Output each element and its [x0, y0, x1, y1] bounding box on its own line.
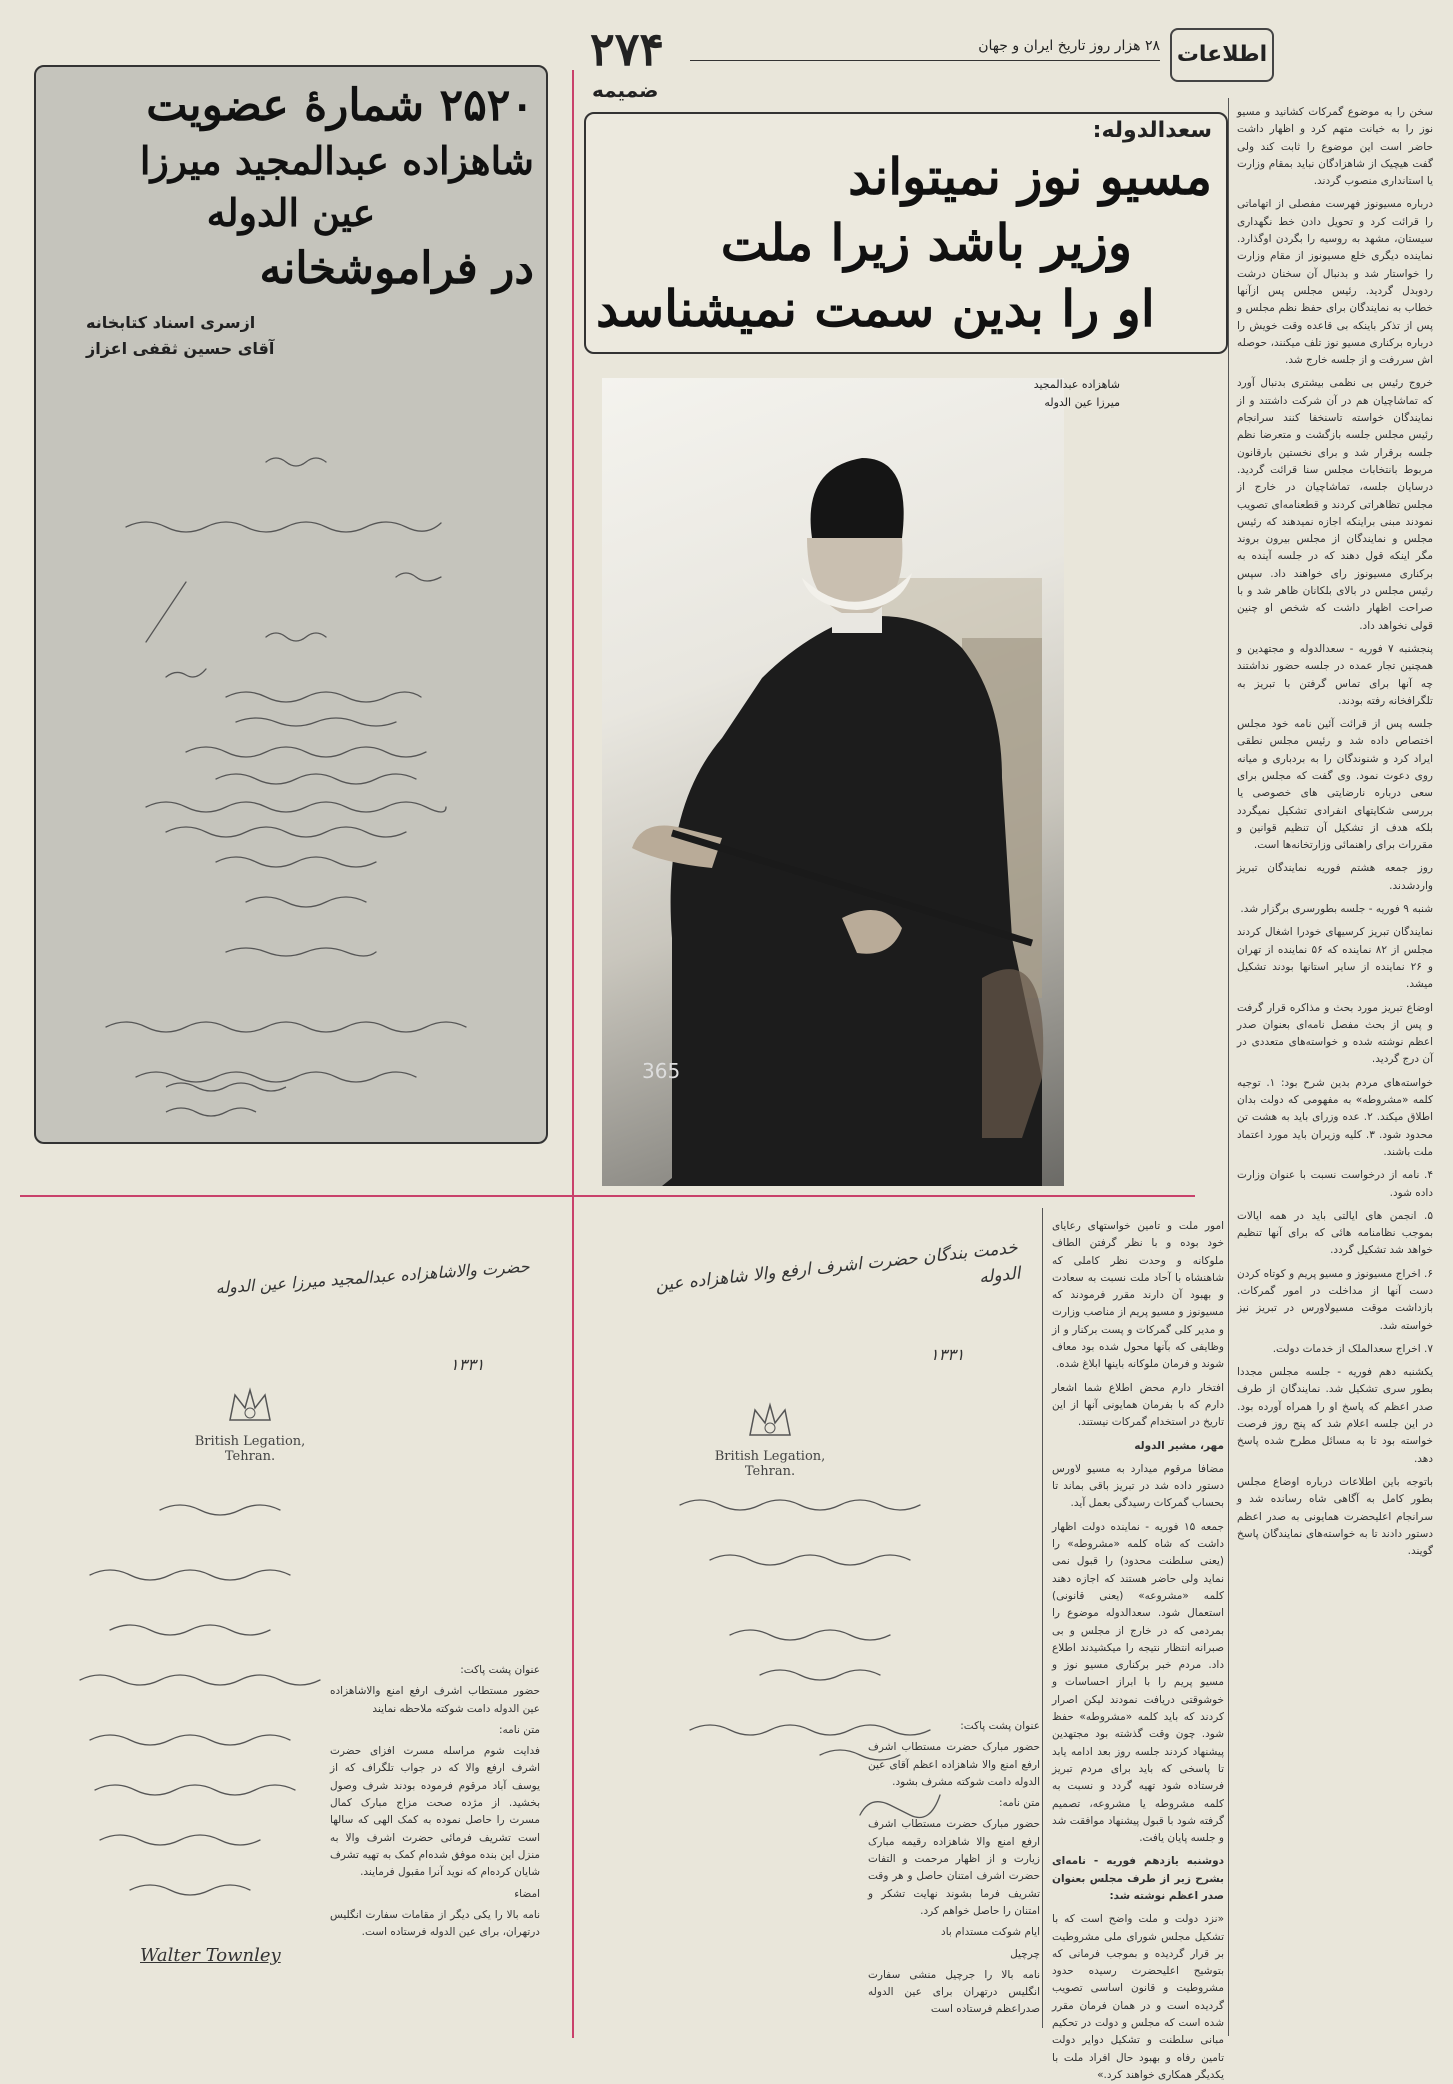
- headline-kicker: سعدالدوله:: [1092, 118, 1212, 143]
- newspaper-logo: اطلاعات: [1170, 28, 1274, 82]
- crown-icon: [740, 1395, 800, 1445]
- crown-icon: [220, 1380, 280, 1430]
- series-title: ۲۸ هزار روز تاریخ ایران و جهان: [978, 38, 1160, 54]
- page-number: ۲۷۴: [590, 22, 665, 76]
- horizontal-rule-left: [20, 1195, 1195, 1197]
- left-title: ۲۵۲۰ شمارهٔ عضویت شاهزاده عبدالمجید میرزا عین الدوله در فراموشخانه: [139, 80, 534, 294]
- handwritten-certificate: [66, 377, 516, 1127]
- portrait-photo: [602, 378, 1064, 1186]
- masthead: [570, 20, 1430, 100]
- letter-left-date: ۱۳۳۱: [450, 1355, 485, 1374]
- bottom-mid-text: عنوان پشت پاکت: حضور مبارک حضرت مستطاب اشرف ارفع امنع والا شاهزاده اعظم آقای عین الدوله دامت شوکته مشرف بشود. متن نامه: حضور مبارک حضرت مستطاب اشرف ارفع امنع والا شاهزاده رقیمه مبارک زیارت و از اظهار مرحمت و التفات حضرت اشرف امتنان حاصل و هر وقت تشریف فرما بشوند نهایت تشکر و امتنان را حاصل خواهم کرد. ایام شوکت مستدام باد چرچیل نامه بالا را جرچیل منشی سفارت انگلیس درتهران برای عین الدوله صدراعظم فرستاده است: [868, 1720, 1040, 2016]
- vertical-rule: [572, 70, 574, 2038]
- legation-crest-left: British Legation, Tehran.: [180, 1380, 320, 1464]
- bottom-left-text: عنوان پشت پاکت: حضور مستطاب اشرف ارفع امنع والاشاهزاده عین الدوله دامت شوکته ملاحظه نمایند متن نامه: فدایت شوم مراسله مسرت افزای حضرت اشرف ارفع والا که در جواب تلگراف که از یوسف آباد مرقوم فرموده بودند شرف وصول بخشید. از مژده صحت مزاج مبارک کمال مسرت را حاصل نموده به کمک الهی که سالها است تشریف فرمائی حضرت اشرف والا به منزل این بنده موفق شده‌ام کمک به تهیه تشرف شایان کرده‌ام که نوید آنرا مقبول فرمایند. امضاء نامه بالا را یکی دیگر از مقامات سفارت انگلیس درتهران، برای عین الدوله فرستاده است.: [330, 1664, 540, 1939]
- photo-caption: شاهزاده عبدالمجید میرزا عین الدوله: [1033, 378, 1120, 409]
- left-subtitle: ازسری اسناد کتابخانه آقای حسین ثقفی اعزاز: [86, 313, 275, 358]
- certificate-signatures: [66, 1077, 516, 1137]
- letter-left-heading: حضرت والاشاهزاده عبدالمجید میرزا عین الدوله: [214, 1256, 531, 1298]
- portrait-figure: [602, 378, 1064, 1186]
- legation-crest-mid: British Legation, Tehran.: [700, 1395, 840, 1479]
- letter-left-handwriting: [70, 1490, 350, 1960]
- headline: مسیو نوز نمیتواند وزیر باشد زیرا ملت او را بدین سمت نمیشناسد: [596, 147, 1212, 338]
- photo-number: 365: [642, 1059, 681, 1083]
- supplement-label: ضمیمه: [592, 78, 659, 102]
- freemasonry-panel: [34, 65, 548, 1144]
- main-headline-box: [584, 112, 1228, 354]
- signature-walter-townley: Walter Townley: [140, 1945, 281, 1966]
- right-column-text: سخن را به موضوع گمرکات کشانید و مسیو نوز را به خیانت متهم کرد و اظهار داشت حاضر است این موضوع را ثابت کند ولی گفت هیچیک از شاهزادگان نباید بمقام وزارت یا استانداری منصوب گردند. درباره مسیونوز فهرست مفصلی از اتهاماتی را قرائت کرد و تحویل دادن خط نگهداری سیستان، مشهد به روسیه را بگردن اوگذارد. نماینده دیگری خلع مسیونوز از مقام وزارت را خواستار شد و بدنبال آن سخنان درشت ردوبدل گردید. رئیس مجلس پس ازآنها خطاب به نمایندگان برای حفظ نظم مجلس و پس از تذکر باینکه بی قاعده وقت خویش را درباره برکناری مسیو نوز تلف میکنند، حوصله اش سررفت و از جلسه خارج شد. خروج رئیس بی نظمی بیشتری بدنبال آورد که تماشاچیان هم در آن شرکت داشتند و از نمایندگان خواسته تاسنخفا کنند سرانجام رئیس مجلس جلسه بازگشت و متعرضا نظم جلسه برقرار شد و برای نخستین بارقانون مربوط بانتخابات مجلس سنا قرائت گردید. درسایان جلسه، تماشاچیان در خارج از مجلس تظاهراتی کردند و قطعنامه‌ای تصویب نمودند مبنی براینکه اجازه نمیدهند که رئیس مجلس و نمایندگان از مجلس بیرون بروند مگر اینکه قول دهند که در جلسه آینده به برکناری مسیونوز رای خواهند داد. سپس رئیس مجلس در بالای بلکانان ظاهر شد و با صراحت اظهار داشت که شخص او چنین قولی نخواهد داد. پنجشنبه ۷ فوریه - سعدالدوله و مجتهدین و همچنین تجار عمده در جلسه حضور نداشتند چه آنها برای تماس گرفتن با تبریز به تلگرافخانه رفته بودند. جلسه پس از قرائت آئین نامه خود مجلس اختصاص داده شد و رئیس مجلس نطقی ایراد کرد و شنوندگان را به بردباری و میانه روی دعوت نمود. وی گفت که مجلس برای سعی درباره نارضایتی های خصوصی یا بررسی شکایتهای انفرادی تشکیل نمیگردد بلکه هدف از تشکیل آن تنظیم قوانین و مقررات برای راهنمائی وزارتخانه‌ها است. روز جمعه هشتم فوریه نمایندگان تبریز واردشدند. شنبه ۹ فوریه - جلسه بطورسری برگزار شد. نمایندگان تبریز کرسیهای خودرا اشغال کردند مجلس از ۸۲ نماینده که ۵۶ نماینده از تهران و ۲۶ نماینده از سایر استانها بودند تشکیل میشد. اوضاع تبریز مورد بحث و مذاکره قرار گرفت و پس از بحث مفصل نامه‌ای بعنوان صدر اعظم نوشته شده و خواسته‌های متعددی در آن درج گردید. خواسته‌های مردم بدین شرح بود: ۱. توجیه کلمه «مشروطه» به مفهومی که دولت بدان اطلاق میکند. ۲. عده وزرای باید به هشت تن محدود شود. ۳. کلیه وزیران باید مورد اعتماد ملت باشند. ۴. نامه از درخواست نسبت با عنوان وزارت داده شود. ۵. انجمن های ایالتی باید در همه ایالات بموجب نظامنامه هائی که برای آنها تنظیم خواهد شد تشکیل گردد. ۶. اخراج مسیونوز و مسیو پریم و کوتاه کردن دست آنها از مداخلت در امور گمرکات. بازداشت موقت مسیولاورس در تبریز نیز خواسته شد. ۷. اخراج سعدالملک از خدمات دولت. یکشنبه دهم فوریه - جلسه مجلس مجددا بطور سری تشکیل شد. نمایندگان از طرف صدر اعظم که پاسخ او را همراه آورده بود. در این جلسه اعلام شد که پنج روز فرصت خواسته بود تا به مسائل مطرح شده پاسخ دهد. باتوجه باین اطلاعات درباره اوضاع مجلس بطور کامل به آگاهی شاه رسانده شد و سرانجام اعلیحضرت همایونی به صدر اعظم دستور دادند تا به خواسته‌های نمایندگان پاسخ گویند.: [1237, 106, 1434, 1558]
- center-column-text: امور ملت و تامین خواستهای رعایای خود بوده و با نظر گرفتن الطاف ملوکانه و وحدت نظر کاملی که شاهنشاه با آحاد ملت نسبت به سعادت و بهبود آن دارند مقرر فرمودند که مسیونوز و مسیو پریم از مناصب وزارت و مدیر کلی گمرکات و پست برکنار و از وظایفی که بآنها محول شده بود معاف شوند و فرمان ملوکانه باینها ابلاغ شده. افتخار دارم محض اطلاع شما اشعار دارم که با بفرمان همایونی آنها از این تاریخ در استخدام گمرکات نیستند. مهر، مشیر الدوله مضافا مرقوم میدارد به مسیو لاورس دستور داده شد در تبریز باقی بماند تا بحساب گمرکات رسیدگی بعمل آید. جمعه ۱۵ فوریه - نماینده دولت اظهار داشت که شاه کلمه «مشروطه» را (یعنی سلطنت محدود) را قبول نمی نماید ولی حاضر هستند که اجازه دهند کلمه «مشروعه» (یعنی قانونی) استعمال شود. سعدالدوله موضوع را بمردمی که در خارج از مجلس و بی صبرانه انتظار نتیجه را میکشیدند اطلاع داد. مردم خبر برکناری مسیو نوز و مسیو پریم را با ابراز احساسات و خوشوقتی دریافت نمودند لیکن اصرار کردند که باید کلمه «مشروطه» حفظ شود. چون وقت گذشته بود مجتهدین پیشنهاد کردند جلسه روز بعد ادامه یابد تا پاسخی که باید برای مردم تبریز فرستاده شود تهیه گردد و نسبت به کلمه مشروطه یا مشروعه، تصمیم گرفته شود با قبول پیشنهاد موافقت شد و جلسه پایان یافت. دوشنبه یازدهم فوریه - نامه‌ای بشرح زیر از طرف مجلس بعنوان صدر اعظم نوشته شد: «نزد دولت و ملت واضح است که با تشکیل مجلس شورای ملی مشروطیت بر قرار گردیده و بموجب فرمانی که بتوشیح اعلیحضرت رسیده حدود مشروطیت و قانون اساسی تصویب گردیده است و در همان فرمان مقرر شده است که مجلس و دولت در تحکیم مبانی سلطنت و تشکیل دوایر دولت تامین رفاه و بهبود حال افراد ملت با یکدیگر همکاری خواهند کرد.»: [1052, 1220, 1224, 2081]
- letter-mid-date: ۱۳۳۱: [930, 1345, 965, 1364]
- letter-mid-heading: خدمت بندگان حضرت اشرف ارفع والا شاهزاده عین الدوله: [654, 1237, 1022, 1296]
